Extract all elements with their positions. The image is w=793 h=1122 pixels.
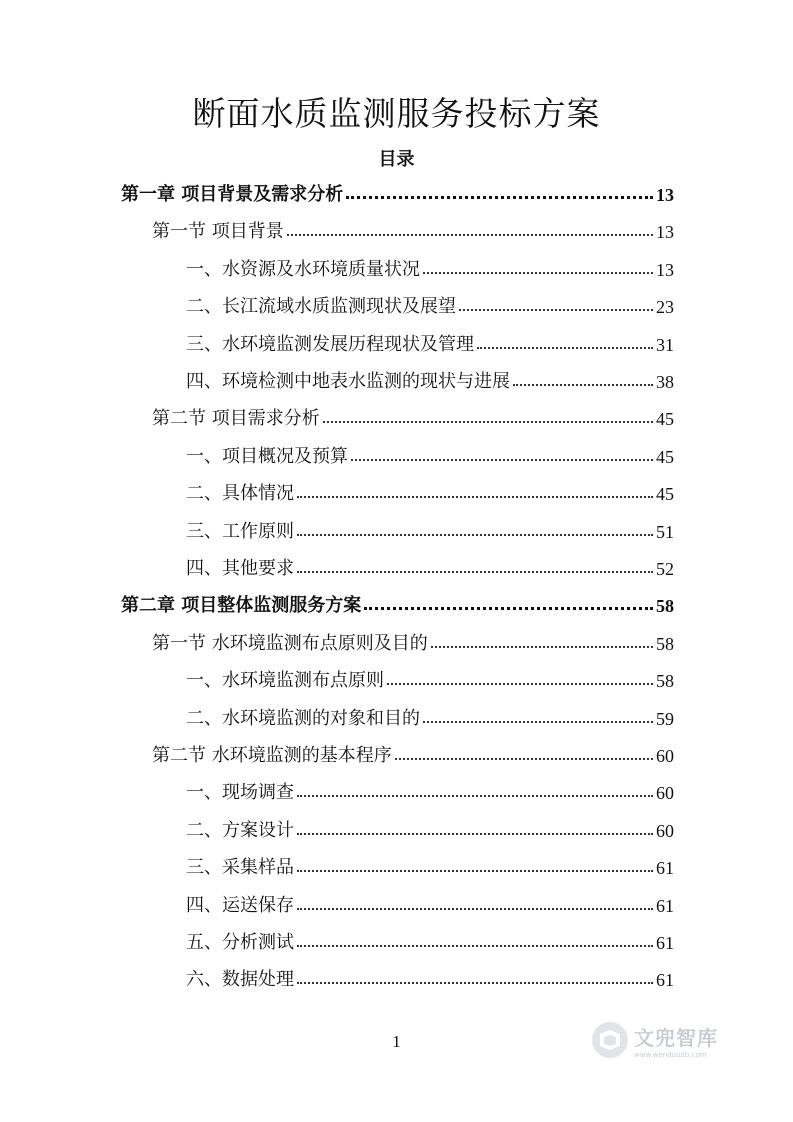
toc-leader-dots [387,682,653,685]
toc-heading: 目录 [378,149,415,170]
toc-leader-dots [297,570,653,573]
toc-leader-dots [513,383,653,386]
toc-entry[interactable] [186,550,674,580]
toc-entry-page: 45 [656,409,674,430]
watermark-text: 文兜智库 [634,1025,718,1050]
toc-leader-dots [297,794,653,797]
toc-entry[interactable] [186,812,674,842]
toc-entry-label: 四、运送保存 [186,894,294,916]
toc-entry[interactable] [186,700,674,730]
toc-entry[interactable] [152,400,674,430]
toc-entry[interactable] [186,961,674,991]
toc-entry-label: 二、方案设计 [186,819,294,841]
toc-entry-page: 61 [656,858,674,879]
toc-entry-label: 四、其他要求 [186,558,294,579]
toc-entry-label: 第二章 项目整体监测服务方案 [121,595,362,617]
toc-entry[interactable] [186,662,674,692]
toc-entry[interactable] [186,849,674,879]
toc-entry[interactable] [186,251,674,281]
document-title: 断面水质监测服务投标方案 [192,94,601,133]
toc-entry-label: 二、具体情况 [186,483,294,505]
page-number: 1 [392,1032,401,1051]
toc-entry-page: 52 [656,559,674,579]
toc-entry-label: 四、环境检测中地表水监测的现状与进展 [186,371,510,392]
toc-entry-label: 二、长江流域水质监测现状及展望 [186,296,456,318]
toc-entry-page: 23 [656,297,674,318]
toc-leader-dots [323,420,653,423]
toc-entry-page: 13 [656,185,674,205]
toc-entry-label: 第一章 项目背景及需求分析 [121,184,344,205]
toc-entry[interactable] [186,475,674,505]
toc-entry-page: 51 [656,521,674,542]
toc-entry[interactable] [121,587,674,617]
wendou-logo-icon [590,1020,630,1060]
toc-entry-label: 三、工作原则 [186,520,294,542]
toc-leader-dots [459,308,653,311]
toc-entry[interactable] [186,438,674,468]
toc-entry[interactable] [152,737,674,767]
toc-entry-label: 第一节 水环境监测布点原则及目的 [152,632,428,654]
toc-leader-dots [423,720,653,723]
toc-entry-page: 31 [656,334,674,355]
toc-entry-label: 三、水环境监测发展历程现状及管理 [186,333,474,355]
toc-leader-dots [297,533,653,536]
toc-leader-dots [395,757,653,760]
toc-entry-page: 45 [656,446,674,467]
toc-entry-label: 五、分析测试 [186,932,294,953]
toc-entry[interactable] [186,887,674,917]
toc-entry-label: 一、水环境监测布点原则 [186,670,384,692]
toc-leader-dots [346,195,653,199]
toc-entry-label: 一、水资源及水环境质量状况 [186,258,420,280]
toc-leader-dots [297,907,653,910]
toc-leader-dots [297,944,653,947]
toc-entry-label: 六、数据处理 [186,969,294,991]
toc-entry-page: 59 [656,708,674,729]
toc-entry-page: 45 [656,484,674,505]
toc-entry[interactable] [186,513,674,543]
toc-entry[interactable] [186,326,674,356]
toc-entry-label: 二、水环境监测的对象和目的 [186,707,420,729]
toc-entry[interactable] [152,213,674,243]
toc-entry-label: 第一节 项目背景 [152,221,284,243]
toc-entry[interactable] [152,625,674,655]
toc-entry-page: 13 [656,259,674,280]
toc-leader-dots [364,606,653,610]
toc-entry-page: 60 [656,783,674,804]
toc-entry-label: 一、现场调查 [186,782,294,804]
toc-entry-page: 60 [656,746,674,766]
toc-entry-page: 13 [656,222,674,243]
toc-entry-label: 三、采集样品 [186,857,294,879]
toc-entry[interactable] [121,176,674,206]
toc-leader-dots [423,271,653,274]
watermark [590,1020,718,1060]
toc-entry-label: 第二节 水环境监测的基本程序 [152,745,392,766]
toc-entry-label: 一、项目概况及预算 [186,445,348,467]
toc-entry[interactable] [186,924,674,954]
toc-entry-page: 58 [656,633,674,654]
toc-entry[interactable] [186,363,674,393]
toc-entry-label: 第二节 项目需求分析 [152,408,320,430]
toc-entry-page: 61 [656,933,674,953]
toc-entry-page: 61 [656,970,674,991]
toc-entry-page: 38 [656,372,674,392]
toc-leader-dots [297,495,653,498]
toc-leader-dots [431,645,653,648]
toc-leader-dots [297,869,653,872]
toc-entry-page: 60 [656,820,674,841]
toc-entry[interactable] [186,774,674,804]
toc-leader-dots [287,233,653,236]
toc-entry-page: 61 [656,895,674,916]
toc-leader-dots [477,346,653,349]
toc-entry-page: 58 [656,596,674,617]
toc-leader-dots [297,832,653,835]
watermark-url: www.wendoudb.com [634,1050,707,1059]
toc-leader-dots [351,458,653,461]
toc-leader-dots [297,981,653,984]
toc-entry[interactable] [186,288,674,318]
toc-entry-page: 58 [656,671,674,692]
